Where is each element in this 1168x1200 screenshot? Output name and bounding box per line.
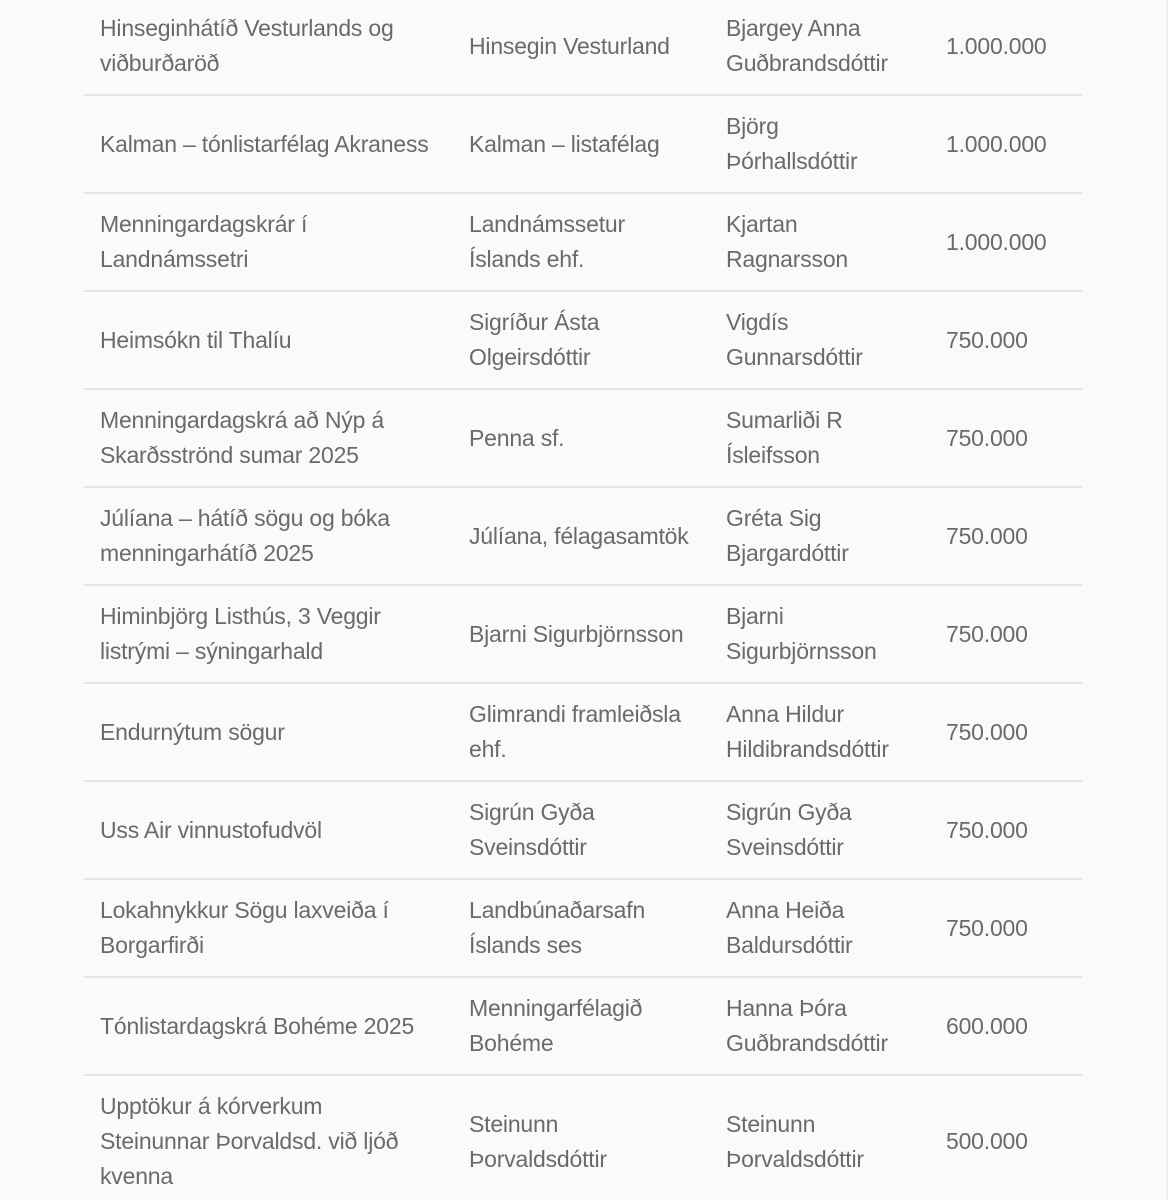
project-cell: Júlíana – hátíð sögu og bóka menningarhátíð 2025 <box>84 487 453 585</box>
applicant-cell: Sigríður Ásta Olgeirsdóttir <box>453 291 710 389</box>
project-cell: Menningardagskrár í Landnámssetri <box>84 193 453 291</box>
grants-table <box>84 0 1082 1200</box>
contact-cell: Anna Heiða Baldursdóttir <box>710 879 930 977</box>
amount-cell: 750.000 <box>930 487 1082 585</box>
applicant-cell: Júlíana, félagasamtök <box>453 487 710 585</box>
project-cell: Uss Air vinnustofudvöl <box>84 781 453 879</box>
table-row <box>84 389 1082 487</box>
project-cell: Himinbjörg Listhús, 3 Veggir listrými – sýningarhald <box>84 585 453 683</box>
applicant-cell: Landnámssetur Íslands ehf. <box>453 193 710 291</box>
applicant-cell: Steinunn Þorvaldsdóttir <box>453 1075 710 1200</box>
applicant-cell: Menningarfélagið Bohéme <box>453 977 710 1075</box>
applicant-cell: Sigrún Gyða Sveinsdóttir <box>453 781 710 879</box>
table-row <box>84 0 1082 95</box>
applicant-cell: Landbúnaðarsafn Íslands ses <box>453 879 710 977</box>
amount-cell: 750.000 <box>930 291 1082 389</box>
project-cell: Tónlistardagskrá Bohéme 2025 <box>84 977 453 1075</box>
table-row <box>84 879 1082 977</box>
table-row <box>84 977 1082 1075</box>
table-row <box>84 193 1082 291</box>
project-cell: Heimsókn til Thalíu <box>84 291 453 389</box>
project-cell: Lokahnykkur Sögu laxveiða í Borgarfirði <box>84 879 453 977</box>
amount-cell: 750.000 <box>930 879 1082 977</box>
table-row <box>84 585 1082 683</box>
amount-cell: 1.000.000 <box>930 193 1082 291</box>
contact-cell: Vigdís Gunnarsdóttir <box>710 291 930 389</box>
amount-cell: 1.000.000 <box>930 0 1082 95</box>
amount-cell: 750.000 <box>930 683 1082 781</box>
amount-cell: 1.000.000 <box>930 95 1082 193</box>
contact-cell: Sumarliði R Ísleifsson <box>710 389 930 487</box>
table-row <box>84 95 1082 193</box>
contact-cell: Bjarni Sigurbjörnsson <box>710 585 930 683</box>
project-cell: Kalman – tónlistarfélag Akraness <box>84 95 453 193</box>
contact-cell: Hanna Þóra Guðbrandsdóttir <box>710 977 930 1075</box>
contact-cell: Sigrún Gyða Sveinsdóttir <box>710 781 930 879</box>
contact-cell: Anna Hildur Hildibrandsdóttir <box>710 683 930 781</box>
applicant-cell: Kalman – listafélag <box>453 95 710 193</box>
contact-cell: Steinunn Þorvaldsdóttir <box>710 1075 930 1200</box>
amount-cell: 600.000 <box>930 977 1082 1075</box>
contact-cell: Björg Þórhallsdóttir <box>710 95 930 193</box>
amount-cell: 750.000 <box>930 585 1082 683</box>
applicant-cell: Glimrandi framleiðsla ehf. <box>453 683 710 781</box>
table-row <box>84 781 1082 879</box>
amount-cell: 750.000 <box>930 781 1082 879</box>
amount-cell: 750.000 <box>930 389 1082 487</box>
applicant-cell: Penna sf. <box>453 389 710 487</box>
table-row <box>84 683 1082 781</box>
project-cell: Hinseginhátíð Vesturlands og viðburðaröð <box>84 0 453 95</box>
table-row <box>84 1075 1082 1200</box>
contact-cell: Gréta Sig Bjargardóttir <box>710 487 930 585</box>
applicant-cell: Hinsegin Vesturland <box>453 0 710 95</box>
project-cell: Menningardagskrá að Nýp á Skarðsströnd sumar 2025 <box>84 389 453 487</box>
table-row <box>84 291 1082 389</box>
contact-cell: Bjargey Anna Guðbrandsdóttir <box>710 0 930 95</box>
contact-cell: Kjartan Ragnarsson <box>710 193 930 291</box>
table-row <box>84 487 1082 585</box>
applicant-cell: Bjarni Sigurbjörnsson <box>453 585 710 683</box>
amount-cell: 500.000 <box>930 1075 1082 1200</box>
project-cell: Endurnýtum sögur <box>84 683 453 781</box>
project-cell: Upptökur á kórverkum Steinunnar Þorvaldsd. við ljóð kvenna <box>84 1075 453 1200</box>
